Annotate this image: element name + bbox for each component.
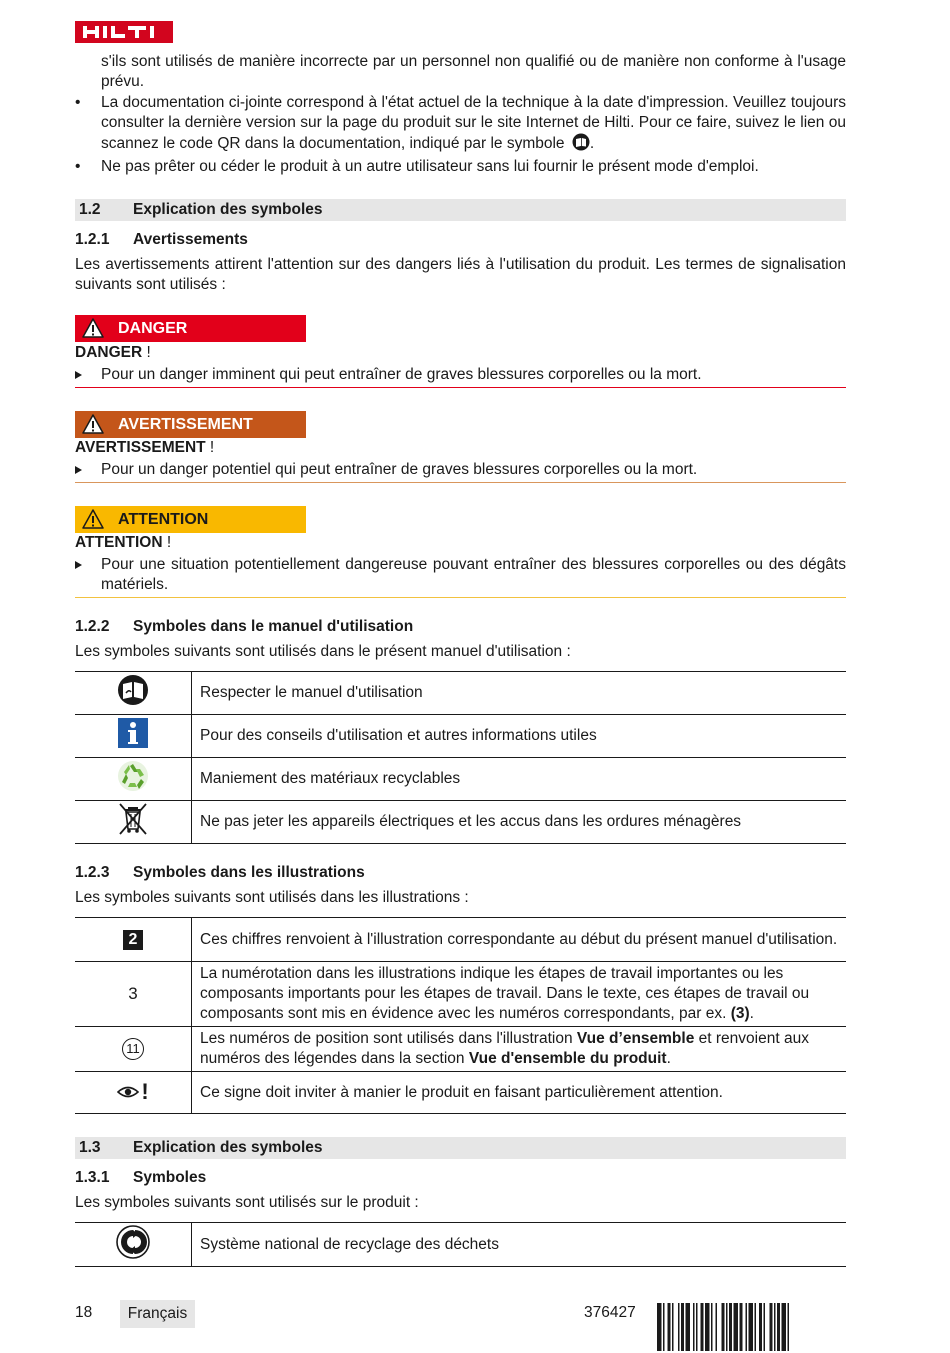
table-row xyxy=(75,1027,846,1072)
position-number-icon: 11 xyxy=(122,1038,144,1060)
barcode-bar xyxy=(774,1303,776,1351)
barcode-bar xyxy=(711,1303,713,1351)
barcode-bar xyxy=(749,1303,754,1351)
section-number: 1.2.2 xyxy=(75,618,110,635)
table-row xyxy=(75,715,846,758)
green-dot-recycling-icon xyxy=(116,1225,150,1259)
avertissement-divider xyxy=(75,482,846,483)
section-1-2-1-text: Les avertissements attirent l'attention sur des dangers liés à l'utilisation du produit. Les termes de signalisation suivants sont utilisés : xyxy=(75,256,846,293)
intro-bullet-1 xyxy=(75,93,846,154)
bullet-dot: • xyxy=(75,158,81,175)
icon-cell xyxy=(75,801,192,844)
avertissement-word: AVERTISSEMENT xyxy=(75,439,206,456)
section-title: Avertissements xyxy=(133,231,248,248)
section-1-2-heading xyxy=(75,199,846,221)
row-text: Ne pas jeter les appareils électriques et les accus dans les ordures ménagères xyxy=(192,801,847,844)
section-number: 1.3.1 xyxy=(75,1169,110,1186)
barcode-bar xyxy=(782,1303,787,1351)
section-title: Explication des symboles xyxy=(133,1139,323,1156)
icon-cell xyxy=(75,962,192,1027)
row-text: Ce signe doit inviter à manier le produit en faisant particulièrement attention. xyxy=(192,1072,847,1114)
exclamation: ! xyxy=(162,534,172,551)
table-row xyxy=(75,801,846,844)
section-title: Explication des symboles xyxy=(133,201,323,218)
barcode-bar xyxy=(777,1303,780,1351)
crossed-bin-icon xyxy=(117,802,149,836)
icon-cell xyxy=(75,1072,192,1114)
arrow-bullet-icon xyxy=(75,466,82,474)
barcode-bar xyxy=(672,1303,674,1351)
section-1-3-1-heading xyxy=(75,1168,207,1188)
danger-divider xyxy=(75,387,846,388)
barcode-bar xyxy=(668,1303,671,1351)
barcode-bar xyxy=(696,1303,698,1351)
danger-label: DANGER xyxy=(118,320,188,337)
row-text-bold-1: Vue d’ensemble xyxy=(576,1030,695,1047)
barcode-bar xyxy=(740,1303,743,1351)
barcode-bar xyxy=(759,1303,762,1351)
section-1-3-1-text: Les symboles suivants sont utilisés sur le produit : xyxy=(75,1194,419,1211)
section-1-3-heading xyxy=(75,1137,846,1159)
barcode-bar xyxy=(770,1303,773,1351)
danger-word: DANGER xyxy=(75,344,143,361)
attention-label: ATTENTION xyxy=(118,511,209,528)
avertissement-word-line xyxy=(75,438,214,458)
barcode-bar xyxy=(657,1303,662,1351)
table-row xyxy=(75,918,846,962)
attention-text: Pour une situation potentiellement dangereuse pouvant entraîner des blessures corporelles ou des dégâts matériels. xyxy=(101,556,846,593)
icon-cell xyxy=(75,918,192,962)
barcode-bar xyxy=(693,1303,695,1351)
danger-item xyxy=(75,365,846,385)
attention-signal-box xyxy=(75,506,306,533)
icon-cell xyxy=(75,758,192,801)
row-text-part-1: Les numéros de position sont utilisés dans l'illustration xyxy=(200,1030,577,1047)
section-title: Symboles xyxy=(133,1169,207,1186)
barcode-bar xyxy=(755,1303,757,1351)
avertissement-signal-box xyxy=(75,411,306,438)
manual-icon xyxy=(117,674,149,706)
product-symbols-table xyxy=(75,1222,846,1267)
barcode-bar xyxy=(716,1303,718,1351)
row-text xyxy=(192,962,847,1027)
manual-symbols-table xyxy=(75,671,846,844)
barcode-bar xyxy=(734,1303,739,1351)
barcode-bar xyxy=(701,1303,704,1351)
table-row xyxy=(75,672,846,715)
row-text-bold-2: Vue d'ensemble du produit xyxy=(468,1050,667,1067)
intro-continuation: s'ils sont utilisés de manière incorrecte par un personnel non qualifié ou de manière non conforme à l'usage prévu. xyxy=(101,53,846,90)
row-text: Système national de recyclage des déchets xyxy=(192,1223,847,1267)
row-text-part-3: . xyxy=(666,1050,671,1067)
bullet-dot: • xyxy=(75,94,81,111)
attention-divider xyxy=(75,597,846,598)
step-number: 3 xyxy=(128,983,138,1003)
barcode-bar xyxy=(663,1303,665,1351)
figure-number-icon: 2 xyxy=(123,930,143,950)
barcode-bar xyxy=(764,1303,766,1351)
step-reference: (3) xyxy=(730,1005,750,1022)
row-text xyxy=(192,1027,847,1072)
intro-bullet-2 xyxy=(75,157,846,177)
barcode-bar xyxy=(788,1303,790,1351)
icon-cell xyxy=(75,672,192,715)
language-tag: Français xyxy=(120,1300,195,1328)
icon-cell xyxy=(75,715,192,758)
page-number: 18 xyxy=(75,1304,93,1321)
section-1-2-3-heading xyxy=(75,863,365,883)
row-text: Ces chiffres renvoient à l'illustration correspondante au début du présent manuel d'utilisation. xyxy=(192,918,847,962)
table-row xyxy=(75,1223,846,1267)
avertissement-item xyxy=(75,460,846,480)
section-number: 1.2.1 xyxy=(75,231,110,248)
barcode-bar xyxy=(686,1303,691,1351)
eye-attention-icon xyxy=(117,1078,149,1104)
hilti-logo xyxy=(75,21,173,43)
section-title: Symboles dans les illustrations xyxy=(133,864,365,881)
barcode-bar xyxy=(681,1303,684,1351)
avertissement-text: Pour un danger potentiel qui peut entraîner de graves blessures corporelles ou la mort. xyxy=(101,461,698,478)
section-1-2-2-heading xyxy=(75,617,414,637)
barcode-bar xyxy=(678,1303,680,1351)
document-code: 376427 xyxy=(584,1304,636,1321)
intro-bullet-1-text: La documentation ci-jointe correspond à l'état actuel de la technique à la date d'impression. Veuillez toujours consulter la dernière version sur la page du produit sur le site Internet de Hilti. Pour ce faire, suivez le lien ou scannez le code QR dans la documentation, indiqué par le symbole xyxy=(101,94,846,152)
icon-cell xyxy=(75,1027,192,1072)
section-number: 1.3 xyxy=(79,1139,101,1156)
row-text: Respecter le manuel d'utilisation xyxy=(192,672,847,715)
illustration-symbols-table xyxy=(75,917,846,1114)
avertissement-label: AVERTISSEMENT xyxy=(118,416,253,433)
arrow-bullet-icon xyxy=(75,561,82,569)
barcode-bar xyxy=(746,1303,748,1351)
warning-triangle-icon xyxy=(82,318,104,338)
barcode-bar xyxy=(722,1303,725,1351)
attention-word: ATTENTION xyxy=(75,534,163,551)
danger-word-line xyxy=(75,343,151,363)
info-icon xyxy=(117,717,149,749)
exclamation: ! xyxy=(205,439,215,456)
table-row xyxy=(75,1072,846,1114)
eye-icon xyxy=(117,1085,139,1099)
row-text-tail: . xyxy=(749,1005,754,1022)
manual-icon xyxy=(572,133,590,151)
barcode-bar xyxy=(705,1303,710,1351)
attention-word-line xyxy=(75,533,171,553)
attention-item xyxy=(75,555,846,595)
barcode-bar xyxy=(726,1303,728,1351)
recycle-icon xyxy=(117,760,149,792)
row-text: Maniement des matériaux recyclables xyxy=(192,758,847,801)
table-row xyxy=(75,758,846,801)
section-1-2-3-text: Les symboles suivants sont utilisés dans les illustrations : xyxy=(75,889,469,906)
section-title: Symboles dans le manuel d'utilisation xyxy=(133,618,414,635)
icon-cell xyxy=(75,1223,192,1267)
danger-text: Pour un danger imminent qui peut entraîner de graves blessures corporelles ou la mort. xyxy=(101,366,702,383)
exclamation: ! xyxy=(142,344,151,361)
barcode xyxy=(657,1303,846,1351)
intro-bullet-1-period: . xyxy=(589,135,595,152)
section-number: 1.2.3 xyxy=(75,864,110,881)
section-1-2-1-heading xyxy=(75,230,248,250)
arrow-bullet-icon xyxy=(75,371,82,379)
row-text-main: La numérotation dans les illustrations indique les étapes de travail importantes ou les composants importants pour les étapes de travail. Dans le texte, ces étapes de travail ou composants sont mis en évidence avec les numéros correspondants, par ex. xyxy=(200,965,810,1022)
danger-signal-box xyxy=(75,315,306,342)
barcode-bar xyxy=(729,1303,732,1351)
warning-triangle-icon xyxy=(82,509,104,529)
exclamation-mark: ! xyxy=(141,1078,149,1104)
row-text: Pour des conseils d'utilisation et autres informations utiles xyxy=(192,715,847,758)
table-row xyxy=(75,962,846,1027)
intro-bullet-2-text: Ne pas prêter ou céder le produit à un autre utilisateur sans lui fournir le présent mode d'emploi. xyxy=(101,158,759,175)
section-number: 1.2 xyxy=(79,201,101,218)
row-text-part-2: et renvoient aux numéros des légendes dans la section xyxy=(200,1030,809,1067)
warning-triangle-icon xyxy=(82,414,104,434)
section-1-2-2-text: Les symboles suivants sont utilisés dans le présent manuel d'utilisation : xyxy=(75,643,571,660)
